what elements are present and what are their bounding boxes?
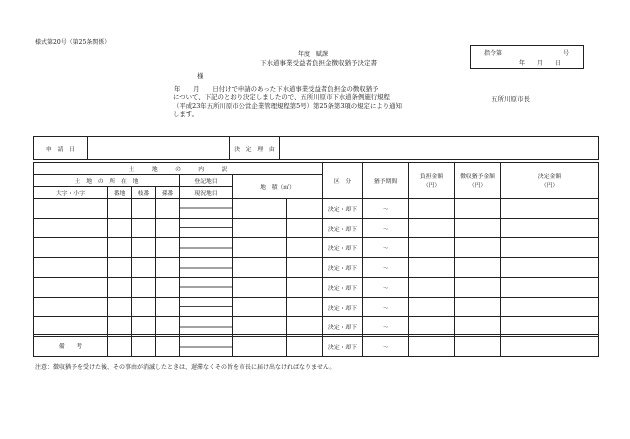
decision-cell: 決定・却下 — [323, 297, 363, 317]
decision-cell: 決定・却下 — [323, 258, 363, 278]
period-cell: ～ — [363, 258, 409, 278]
land-detail-table — [33, 162, 599, 357]
period-cell: ～ — [363, 297, 409, 317]
footnote: 注意：徴収猶予を受けた後、その事由が消滅したときは、遅滞なくその旨を市長に届け出なければなりません。 — [35, 364, 336, 371]
issuer: 五所川原市長 — [491, 95, 530, 103]
table-row — [34, 198, 599, 218]
land-location-header: 土 地 の 所 在 地 — [34, 174, 180, 186]
decision-cell: 決定・却下 — [323, 238, 363, 258]
notes-value — [108, 335, 599, 357]
document-title: 下水道事業受益者負担金徴収猶予決定書 — [260, 59, 377, 67]
decision-cell: 決定・却下 — [323, 198, 363, 218]
fiscal-year-line: 年度 賦課 — [298, 51, 329, 58]
application-date-label: 申 請 日 — [34, 137, 88, 160]
registered-category-header: 登記地目 — [180, 174, 233, 186]
table-row — [34, 258, 599, 278]
period-header: 猶予期間 — [363, 163, 409, 199]
decision-cell: 決定・却下 — [323, 218, 363, 238]
period-cell: ～ — [363, 218, 409, 238]
form-number: 様式第20号（第25条関係） — [35, 39, 111, 46]
decided-amount-header: 決定金額 （円） — [501, 163, 599, 199]
decision-reason-label: 決 定 理 由 — [230, 137, 280, 160]
application-row — [33, 136, 599, 160]
order-number-box — [470, 45, 584, 69]
area-header: 地 積（㎡） — [233, 174, 323, 198]
table-row — [34, 238, 599, 258]
oaza-header: 大字・小字 — [34, 186, 108, 198]
order-number-suffix: 号 — [563, 50, 570, 57]
edaban-header: 枝番 — [132, 186, 156, 198]
order-date: 年 月 日 — [519, 60, 562, 67]
notes-row — [33, 334, 599, 357]
period-cell: ～ — [363, 198, 409, 218]
decision-cell: 決定・却下 — [323, 317, 363, 337]
table-row — [34, 218, 599, 238]
order-label: 指令第 — [484, 50, 503, 57]
decision-reason-value — [280, 137, 599, 160]
kubun-header: 区 分 — [323, 163, 363, 199]
paragraph-line-2: について、下記のとおり決定しましたので、五所川原市下水道条例施行規程 — [173, 93, 390, 102]
period-cell: ～ — [363, 238, 409, 258]
table-row — [34, 297, 599, 317]
paragraph-line-3: （平成23年五所川原市公営企業管理規程第5号）第25条第3項の規定により通知 — [173, 101, 402, 110]
addressee-suffix: 様 — [197, 72, 204, 80]
paragraph-line-4: します。 — [173, 109, 199, 118]
period-cell: ～ — [363, 277, 409, 297]
period-cell: ～ — [363, 317, 409, 337]
decision-cell: 決定・却下 — [323, 277, 363, 297]
banchi-header: 番地 — [108, 186, 132, 198]
period-cell: ～ — [363, 337, 409, 357]
table-row — [34, 277, 599, 297]
notes-label: 備 考 — [34, 335, 108, 357]
deferred-amount-header: 徴収猶予金額 （円） — [455, 163, 501, 199]
notice-paragraph — [173, 85, 402, 118]
application-date-value — [88, 137, 230, 160]
magoban-header: 孫番 — [156, 186, 180, 198]
paragraph-line-1: 年 月 日付けで申請のあった下水道事業受益者負担金の徴収猶予 — [174, 85, 379, 93]
current-category-header: 現況地目 — [180, 186, 233, 198]
burden-amount-header: 負担金額 （円） — [409, 163, 455, 199]
land-details-header: 土 地 の 内 訳 — [34, 163, 323, 175]
decision-cell: 決定・却下 — [323, 337, 363, 357]
